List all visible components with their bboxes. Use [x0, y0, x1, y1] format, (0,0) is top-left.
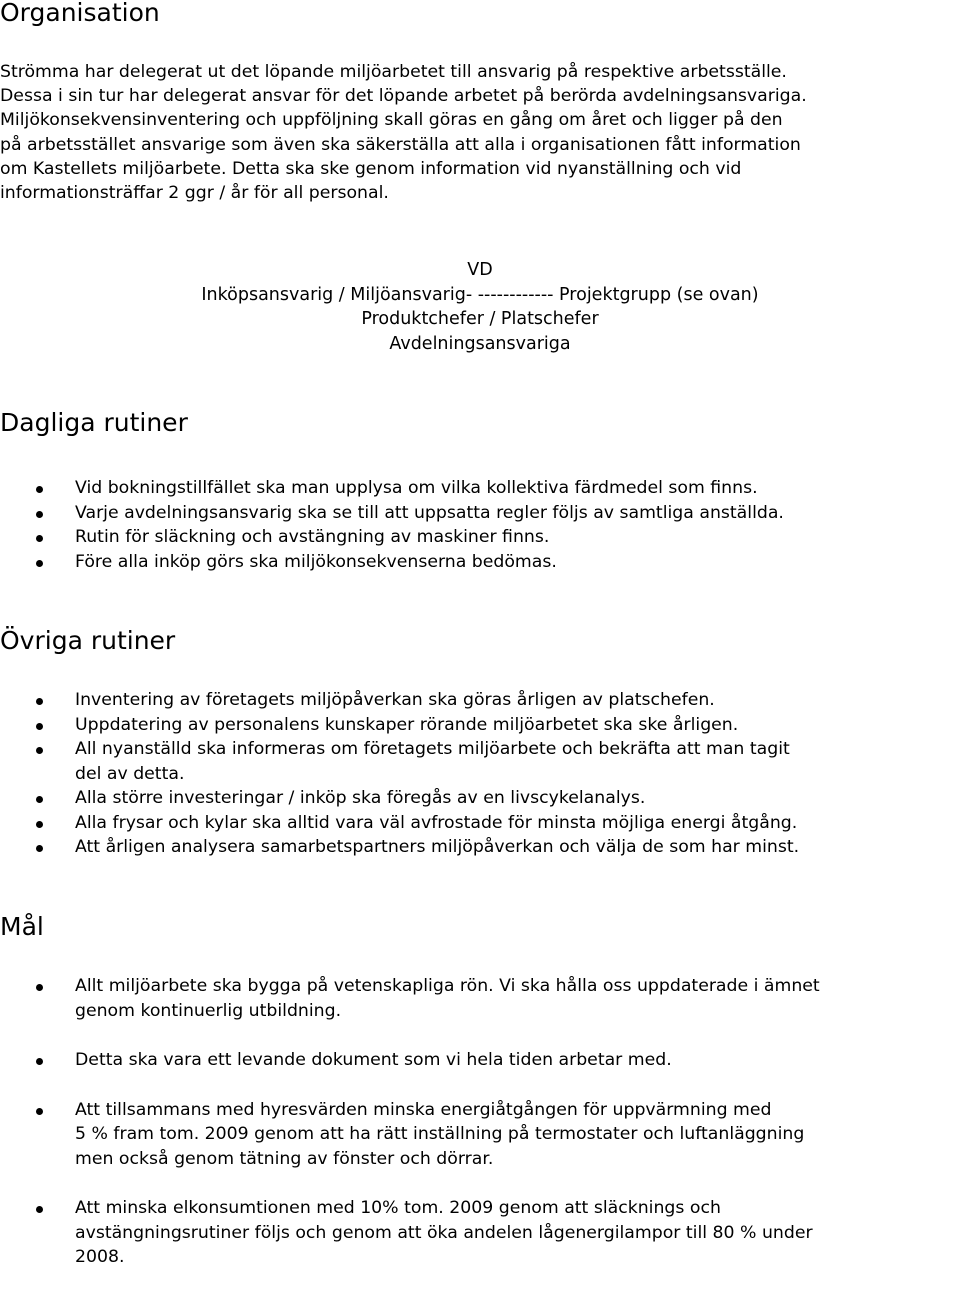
list-item	[0, 1048, 820, 1073]
list-item-text: Inventering av företagets miljöpåverkan ska göras årligen av platschefen.	[75, 690, 715, 710]
bullet-icon	[36, 1206, 43, 1213]
list-item-text: 2008.	[75, 1247, 125, 1267]
list-item-text: Att tillsammans med hyresvärden minska energiåtgången för uppvärmning med	[75, 1099, 772, 1120]
bullet-icon	[36, 560, 43, 567]
list-item-text: Alla frysar och kylar ska alltid vara väl avfrostade för minsta möjliga energi åtgång.	[75, 812, 798, 833]
list-item-text: Varje avdelningsansvarig ska se till att uppsatta regler följs av samtliga anställda.	[75, 502, 784, 523]
heading-dagliga-rutiner: Dagliga rutiner	[0, 408, 188, 437]
bullet-icon	[36, 821, 43, 828]
list-item-text: genom kontinuerlig utbildning.	[75, 1000, 342, 1021]
list-item-text: Rutin för släckning och avstängning av maskiner finns.	[75, 527, 550, 547]
heading-mal: Mål	[0, 912, 44, 941]
list-item-text: All nyanställd ska informeras om företagets miljöarbete och bekräfta att man tagit	[75, 739, 790, 759]
bullet-icon	[36, 486, 43, 493]
bullet-icon	[36, 698, 43, 705]
list-item	[0, 713, 799, 738]
list-item-text: Alla större investeringar / inköp ska föregås av en livscykelanalys.	[75, 788, 646, 808]
bullet-icon	[36, 511, 43, 518]
list-item	[0, 501, 784, 526]
list-item-text: men också genom tätning av fönster och dörrar.	[75, 1148, 494, 1169]
bullet-icon	[36, 845, 43, 852]
organisation-chart	[0, 258, 960, 356]
list-item	[0, 835, 799, 860]
list-item	[0, 1196, 820, 1270]
bullet-icon	[36, 747, 43, 754]
org-line: Avdelningsansvariga	[389, 333, 571, 354]
list-item	[0, 974, 820, 1023]
list-item-text: Att årligen analysera samarbetspartners miljöpåverkan och välja de som har minst.	[75, 837, 800, 857]
heading-organisation: Organisation	[0, 0, 160, 27]
paragraph-line: om Kastellets miljöarbete. Detta ska ske genom information vid nyanställning och vid	[0, 158, 742, 179]
org-line: Produktchefer / Platschefer	[361, 309, 599, 329]
bullet-icon	[36, 1108, 43, 1115]
list-item-text: Allt miljöarbete ska bygga på vetenskapliga rön. Vi ska hålla oss uppdaterade i ämnet	[75, 976, 820, 996]
list-item	[0, 525, 784, 550]
dagliga-rutiner-list	[0, 476, 784, 574]
list-item-text: Uppdatering av personalens kunskaper rörande miljöarbetet ska ske årligen.	[75, 714, 739, 735]
paragraph-line: Miljökonsekvensinventering och uppföljning skall göras en gång om året och ligger på den	[0, 110, 783, 131]
bullet-icon	[36, 723, 43, 730]
bullet-icon	[36, 1058, 43, 1065]
heading-ovriga-rutiner: Övriga rutiner	[0, 626, 176, 655]
list-item-text: Före alla inköp görs ska miljökonsekvenserna bedömas.	[75, 551, 557, 572]
list-item	[0, 1098, 820, 1172]
bullet-icon	[36, 796, 43, 803]
paragraph-line: Dessa i sin tur har delegerat ansvar för det löpande arbetet på berörda avdelningsansvariga.	[0, 86, 807, 107]
paragraph-line: informationsträffar 2 ggr / år för all personal.	[0, 183, 389, 204]
list-item	[0, 737, 799, 786]
list-item-text: Vid bokningstillfället ska man upplysa om vilka kollektiva färdmedel som finns.	[75, 478, 758, 498]
mal-list	[0, 974, 820, 1295]
organisation-paragraph	[0, 60, 960, 205]
list-item	[0, 811, 799, 836]
list-item	[0, 786, 799, 811]
org-line: Inköpsansvarig / Miljöansvarig- ------------ Projektgrupp (se ovan)	[201, 284, 759, 305]
bullet-icon	[36, 535, 43, 542]
ovriga-rutiner-list	[0, 688, 799, 860]
list-item-text: Att minska elkonsumtionen med 10% tom. 2009 genom att släcknings och	[75, 1198, 721, 1218]
list-item	[0, 688, 799, 713]
org-line: VD	[467, 260, 493, 280]
paragraph-line: på arbetsstället ansvarige som även ska säkerställa att alla i organisationen fått information	[0, 134, 801, 155]
paragraph-line: Strömma har delegerat ut det löpande miljöarbetet till ansvarig på respektive arbetsställe.	[0, 62, 787, 82]
bullet-icon	[36, 984, 43, 991]
list-item	[0, 550, 784, 575]
list-item-text: del av detta.	[75, 763, 185, 784]
list-item-text: Detta ska vara ett levande dokument som vi hela tiden arbetar med.	[75, 1050, 672, 1070]
list-item-text: 5 % fram tom. 2009 genom att ha rätt inställning på termostater och luftanläggning	[75, 1124, 805, 1144]
list-item	[0, 476, 784, 501]
list-item-text: avstängningsrutiner följs och genom att öka andelen lågenergilampor till 80 % under	[75, 1222, 813, 1243]
